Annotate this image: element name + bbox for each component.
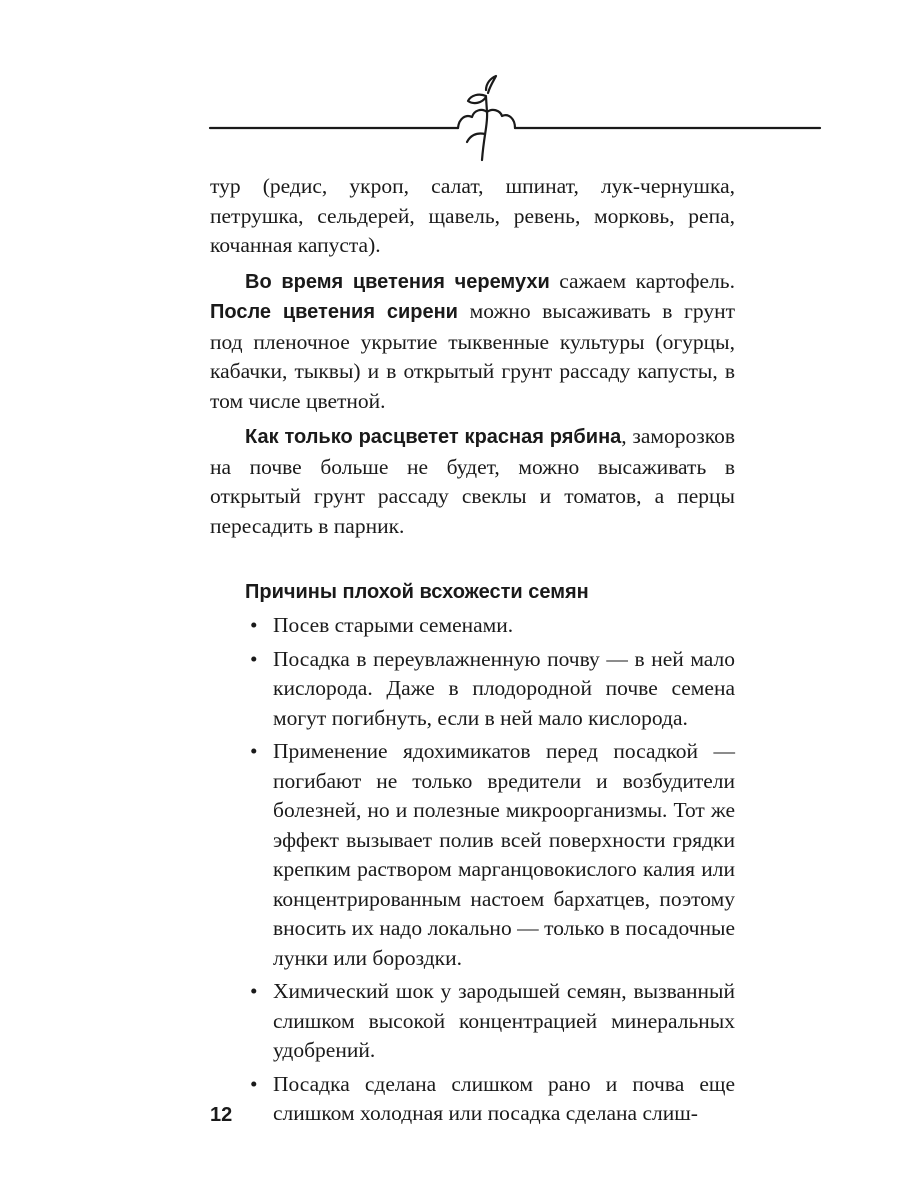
bullet-icon: •	[250, 646, 258, 671]
list-item	[210, 977, 735, 1066]
list-item	[210, 1070, 735, 1129]
paragraph-text: сажаем картофель.	[549, 268, 735, 293]
paragraph-cherry-lilac	[210, 267, 735, 417]
bullet-icon: •	[250, 979, 258, 1003]
list-item-text: Посев старыми семенами.	[273, 613, 514, 637]
list-item	[210, 611, 735, 641]
bullet-icon: •	[250, 1071, 258, 1096]
list-item-text: Химический шок у зародышей семян, вызванный слишком высокой концентрацией минеральных удобрений.	[273, 979, 735, 1062]
main-text	[210, 172, 735, 1129]
paragraph-text: , заморозков на почве больше не будет, можно высаживать в открытый грунт рассаду свеклы и томатов, а перцы пересадить в парник.	[210, 424, 736, 538]
sprout-icon	[210, 76, 820, 160]
section-heading: Причины плохой всхожести семян	[245, 581, 589, 603]
list-item-text: Посадка сделана слишком рано и почва еще слишком холодная или посадка сделана слиш-	[273, 1071, 735, 1125]
list-item-text: Посадка в переувлажненную почву — в ней мало кислорода. Даже в плодородной почве семена могут погибнуть, если в ней мало кислорода.	[273, 646, 735, 730]
bullet-icon: •	[250, 739, 258, 763]
page-number: 12	[210, 1104, 233, 1126]
list-item	[210, 645, 735, 734]
bold-phrase-cherry: Во время цветения черемухи	[245, 270, 550, 293]
bullet-icon: •	[250, 613, 258, 637]
bold-phrase-rowan: Как только расцветет красная рябина	[245, 426, 622, 448]
reasons-list	[210, 611, 735, 1129]
paragraph-rowan	[210, 422, 735, 541]
bold-phrase-lilac: После цветения сирени	[210, 301, 458, 323]
paragraph-text: можно высаживать в грунт под пленочное укрытие тыквенные культуры (огурцы, кабачки, тыквы) и в открытый грунт рассаду капусты, в том числе цветной.	[210, 299, 735, 413]
sprout-divider-ornament	[0, 60, 900, 170]
list-item-text: Применение ядохимикатов перед посадкой — погибают не только вредители и возбудители болезней, но и полезные микроорганизмы. Тот же эффект вызывает полив всей поверхности грядки крепким раствором марганцовокислого калия или концентрированным настоем бархатцев, поэтому вносить их надо локально — только в посадочные лунки или бороздки.	[273, 739, 735, 970]
paragraph-continuation: тур (редис, укроп, салат, шпинат, лук-чернушка, петрушка, сельдерей, щавель, ревень, морковь, репа, кочанная капуста).	[210, 174, 735, 257]
list-item	[210, 737, 735, 973]
